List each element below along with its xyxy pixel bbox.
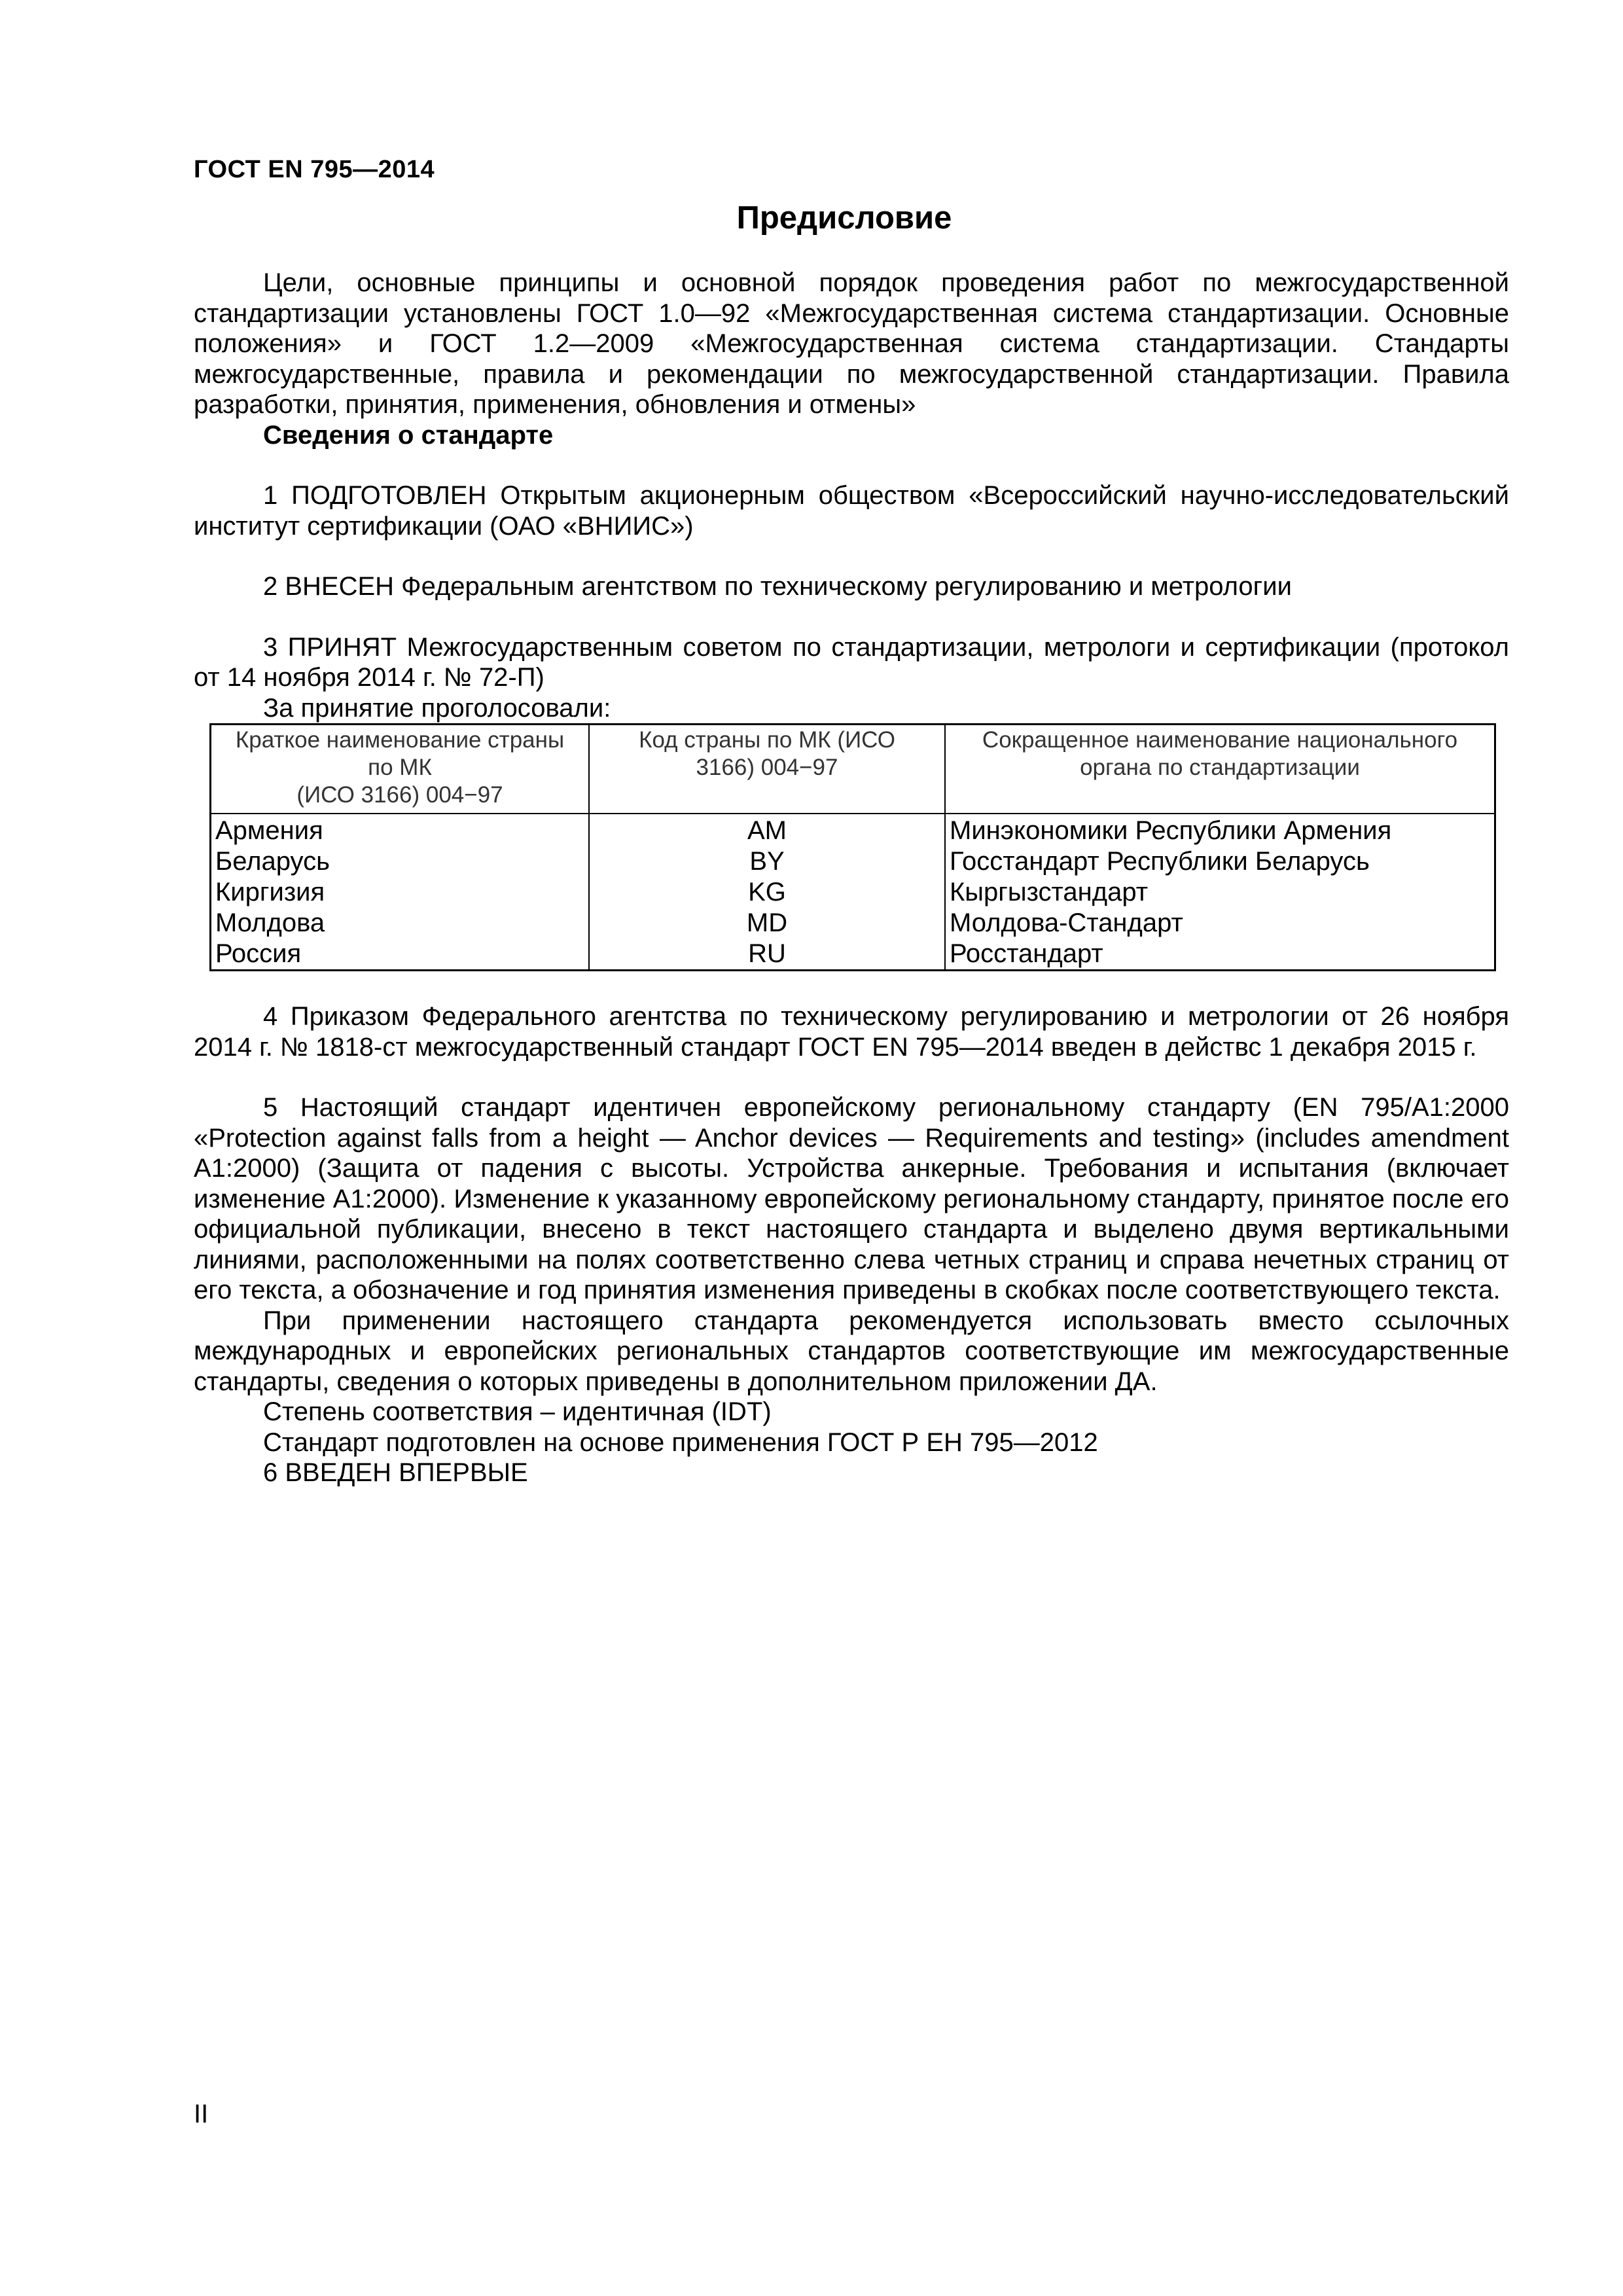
prepared-basis: Стандарт подготовлен на основе применения ГОСТ Р ЕН 795—2012 [263,1427,1098,1457]
country-name: Армения [211,814,590,846]
conformity-degree: Степень соответствия – идентичная (IDT) [263,1397,772,1426]
intro-paragraph: Цели, основные принципы и основной порядок проведения работ по межгосударственной стандартизации установлены ГОСТ 1.0—92 «Межгосударственная система стандартизации. Основные положения» и ГОСТ 1.2—2009 «Межгосударственная система стандартизации. Стандарты межгосударственные, правила и рекомендации по межгосударственной стандартизации. Правила разработки, принятия, применения, обновления и отмены» [194,268,1509,419]
table-row [211,908,1495,939]
voted-label: За принятие проголосовали: [263,693,611,723]
page-number: II [194,2100,209,2128]
country-code: BY [589,846,945,877]
foreword-body [194,268,1509,1488]
column-header-country [211,725,590,814]
section-heading: Сведения о стандарте [263,420,554,450]
country-code: RU [589,939,945,971]
header-code-line-1: Код страны по МК (ИСО [639,727,895,753]
header-code-line-2: 3166) 004−97 [696,755,838,780]
country-name: Киргизия [211,877,590,908]
header-country-line-3: (ИСО 3166) 004−97 [296,782,503,808]
item-6-introduced: 6 ВВЕДЕН ВПЕРВЫЕ [263,1458,528,1487]
table-header-row [211,725,1495,814]
column-header-organization [945,725,1495,814]
country-code: AM [589,814,945,846]
standards-body: Кыргызстандарт [945,877,1495,908]
item-1-prepared: 1 ПОДГОТОВЛЕН Открытым акционерным обществом «Всероссийский научно-исследовательский институт сертификации (ОАО «ВНИИС») [194,481,1509,541]
item-5-identical: 5 Настоящий стандарт идентичен европейскому региональному стандарту (EN 795/A1:2000 «Protection against falls from a height — Anchor devices — Requirements and testing» (includes amendment A1:2000) (Защита от падения с высоты. Устройства анкерные. Требования и испытания (включает изменение A1:2000). Изменение к указанному европейскому региональному стандарту, принятое после его официальной публикации, внесено в текст настоящего стандарта и выделено двумя вертикальными линиями, расположенными на полях соответственно слева четных страниц и справа нечетных страниц от его текста, а обозначение и год принятия изменения приведены в скобках после соответствующего текста. [194,1093,1509,1304]
table-row [211,814,1495,846]
country-code: MD [589,908,945,939]
standards-body: Росстандарт [945,939,1495,971]
item-5-note: При применении настоящего стандарта рекомендуется использовать вместо ссылочных международных и европейских региональных стандартов соответствующие им межгосударственные стандарты, сведения о которых приведены в дополнительном приложении ДА. [194,1306,1509,1396]
header-country-line-1: Краткое наименование страны [235,727,565,753]
item-3-adopted: 3 ПРИНЯТ Межгосударственным советом по стандартизации, метрологи и сертификации (протокол от 14 ноября 2014 г. № 72-П) [194,632,1509,692]
header-org-line-2: органа по стандартизации [1080,755,1360,780]
standard-id-header: ГОСТ EN 795—2014 [194,156,435,183]
page-title: Предисловие [736,200,952,236]
country-code: KG [589,877,945,908]
table-row [211,846,1495,877]
header-org-line-1: Сокращенное наименование национального [982,727,1458,753]
country-name: Молдова [211,908,590,939]
table-row [211,939,1495,971]
column-header-code [589,725,945,814]
country-name: Беларусь [211,846,590,877]
country-name: Россия [211,939,590,971]
table-row [211,877,1495,908]
header-country-line-2: по МК [368,755,432,780]
item-2-submitted: 2 ВНЕСЕН Федеральным агентством по техническому регулированию и метрологии [263,572,1292,601]
standards-body: Молдова-Стандарт [945,908,1495,939]
voting-countries-table [209,723,1496,971]
item-4-order: 4 Приказом Федерального агентства по техническому регулированию и метрологии от 26 ноября 2014 г. № 1818-ст межгосударственный стандарт ГОСТ EN 795—2014 введен в действс 1 декабря 2015 г. [194,1002,1509,1062]
standards-body: Минэкономики Республики Армения [945,814,1495,846]
standards-body: Госстандарт Республики Беларусь [945,846,1495,877]
